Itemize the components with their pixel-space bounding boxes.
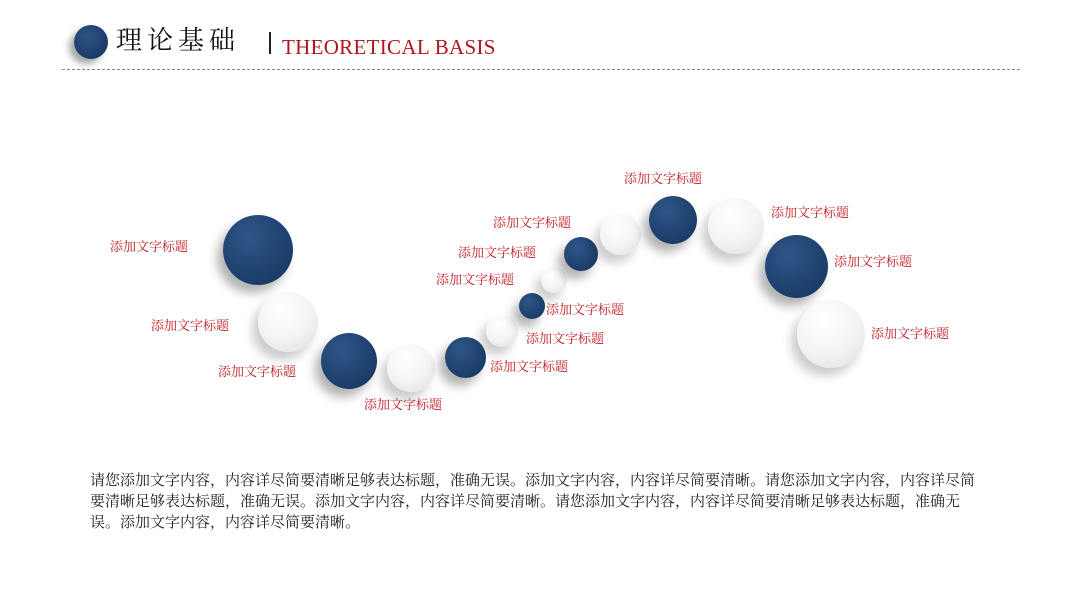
wave-label-3: 添加文字标题 xyxy=(218,365,297,380)
wave-label-11: 添加文字标题 xyxy=(624,172,703,187)
wave-circle-5 xyxy=(445,337,486,378)
wave-label-12: 添加文字标题 xyxy=(771,206,850,221)
wave-label-14: 添加文字标题 xyxy=(871,327,950,342)
wave-circle-9 xyxy=(564,237,598,271)
page-subtitle: THEORETICAL BASIS xyxy=(282,35,496,59)
title-bullet-dot xyxy=(74,25,108,59)
wave-label-8: 添加文字标题 xyxy=(436,273,515,288)
wave-circle-12 xyxy=(708,198,764,254)
wave-label-2: 添加文字标题 xyxy=(151,319,230,334)
body-paragraph: 请您添加文字内容，内容详尽简要清晰足够表达标题，准确无误。添加文字内容，内容详尽简要清晰。请您添加文字内容，内容详尽简要清晰足够表达标题，准确无误。添加文字内容，内容详尽简要清晰。请您添加文字内容，内容详尽简要清晰足够表达标题，准确无误。添加文字内容，内容详尽简要清晰。 xyxy=(90,471,976,531)
wave-circle-6 xyxy=(486,315,518,347)
wave-circle-8 xyxy=(541,267,567,293)
wave-label-10: 添加文字标题 xyxy=(493,216,572,231)
wave-label-9: 添加文字标题 xyxy=(458,246,537,261)
wave-label-1: 添加文字标题 xyxy=(110,240,189,255)
wave-label-13: 添加文字标题 xyxy=(834,255,913,270)
slide-header xyxy=(0,0,1080,80)
wave-circle-1 xyxy=(223,215,293,285)
wave-label-5: 添加文字标题 xyxy=(490,360,569,375)
wave-circle-13 xyxy=(765,235,828,298)
page-title: 理论基础 xyxy=(116,26,241,56)
wave-label-6: 添加文字标题 xyxy=(526,332,605,347)
wave-label-4: 添加文字标题 xyxy=(364,398,443,413)
wave-circle-7 xyxy=(519,293,545,319)
header-dashed-line xyxy=(62,69,1020,70)
wave-circle-3 xyxy=(321,333,377,389)
wave-circle-10 xyxy=(600,214,641,255)
wave-circle-14 xyxy=(797,300,865,368)
title-divider xyxy=(269,32,271,54)
wave-circle-2 xyxy=(258,292,318,352)
wave-circle-4 xyxy=(387,344,435,392)
wave-circle-11 xyxy=(649,196,697,244)
wave-label-7: 添加文字标题 xyxy=(546,303,625,318)
